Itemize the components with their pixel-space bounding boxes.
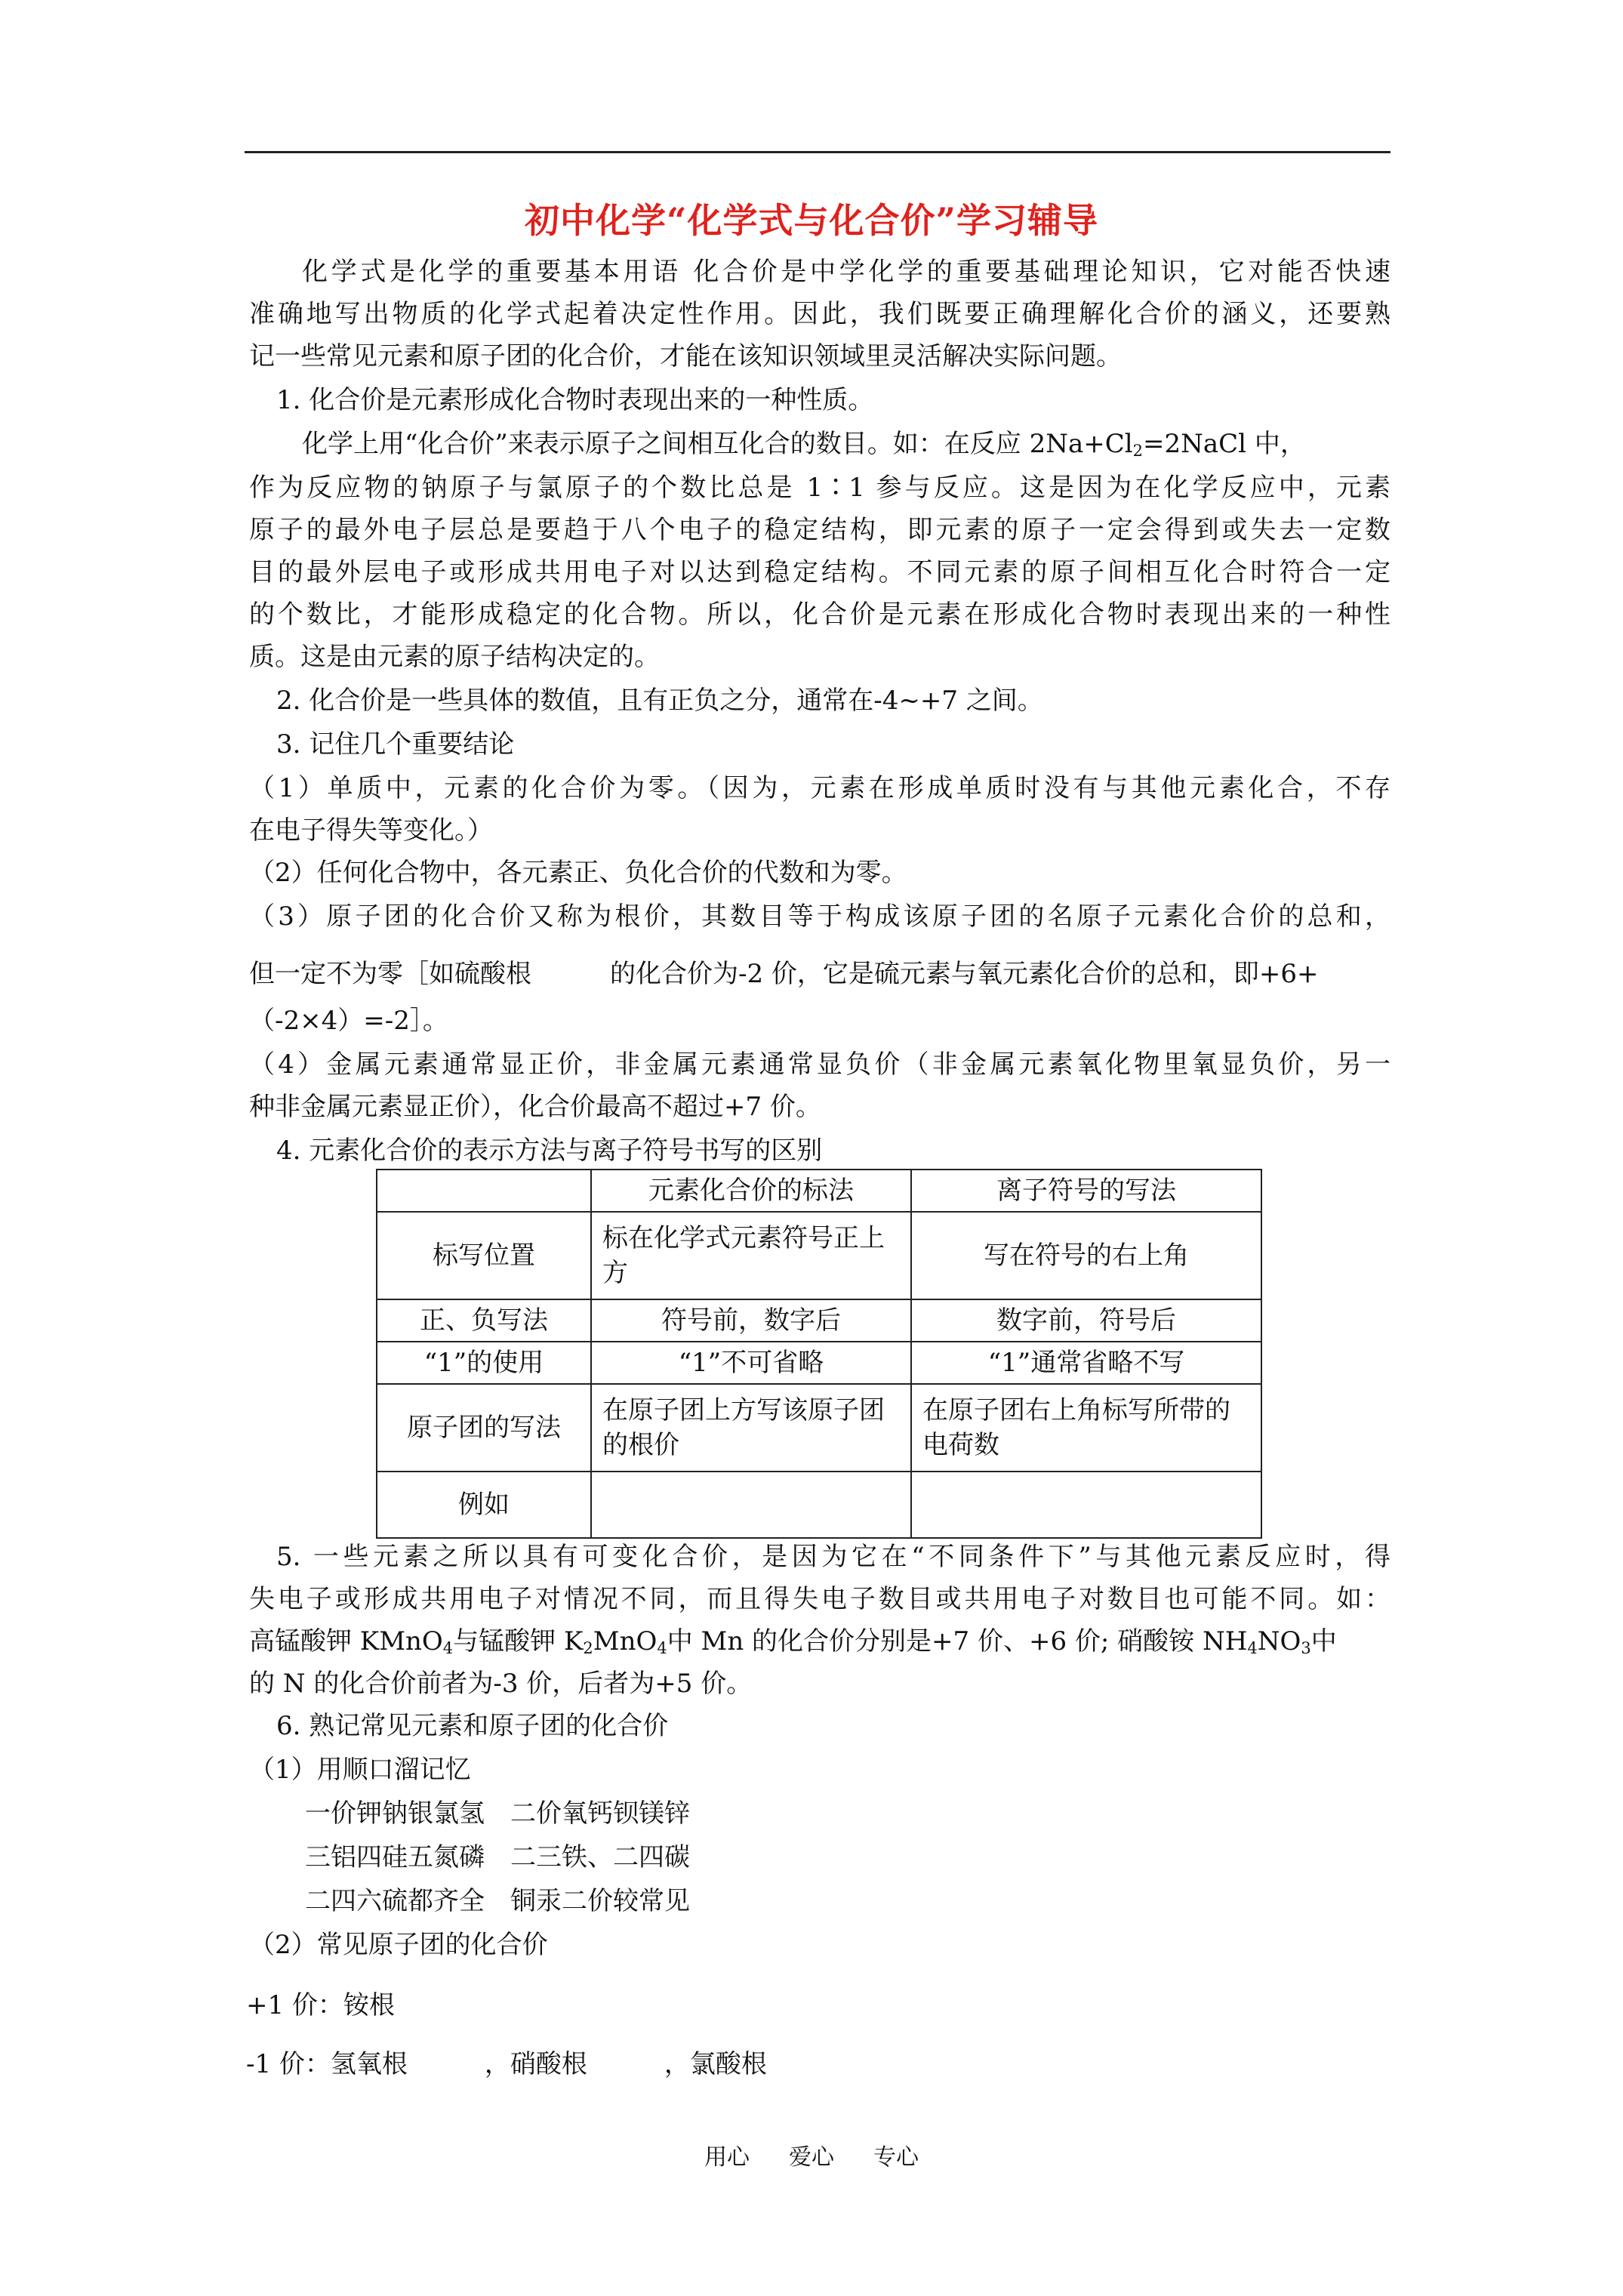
s5-text: 中 Mn 的化合价分别是+7 价、+6 价; 硝酸铵 NH	[667, 1626, 1248, 1657]
comparison-table	[376, 1169, 1262, 1539]
s1-text-a: 化学上用“化合价”来表示原子之间相互化合的数目。如：在反应 2Na+Cl	[302, 429, 1133, 459]
section-1-line-4: 目的最外层电子或形成共用电子对以达到稳定结构。不同元素的原子间相互化合时符合一定	[249, 557, 1390, 587]
table-row	[377, 1472, 1261, 1538]
document-title: 初中化学“化学式与化合价”学习辅导	[525, 200, 1098, 241]
s5-text: NO	[1257, 1626, 1301, 1657]
table-row	[377, 1299, 1261, 1342]
s5-text: 中	[1310, 1626, 1337, 1657]
section-5-line-4: 的 N 的化合价前者为-3 价，后者为+5 价。	[249, 1669, 753, 1699]
section-1-line-1	[302, 427, 1306, 461]
s5-subscript: 4	[442, 1639, 454, 1657]
table-cell: 原子团的写法	[377, 1384, 591, 1472]
rhyme-line-1: 一价钾钠银氯氢 二价氧钙钡镁锌	[305, 1798, 690, 1829]
conclusion-2: （2）任何化合物中，各元素正、负化合价的代数和为零。	[249, 858, 907, 888]
table-cell: 在原子团右上角标写所带的电荷数	[911, 1384, 1261, 1472]
table-cell: 标写位置	[377, 1212, 591, 1299]
section-1-line-2: 作为反应物的钠原子与氯原子的个数比总是 1∶1 参与反应。这是因为在化学反应中，元素	[249, 473, 1390, 503]
rhyme-line-3: 二四六硫都齐全 铜汞二价较常见	[305, 1886, 690, 1916]
table-cell: “1”通常省略不写	[911, 1342, 1261, 1384]
section-6-sub-2: （2）常见原子团的化合价	[249, 1930, 548, 1960]
section-1-heading: 1. 化合价是元素形成化合物时表现出来的一种性质。	[276, 385, 874, 415]
table-header-cell	[377, 1170, 591, 1212]
table-header-row	[377, 1170, 1261, 1212]
table-row	[377, 1384, 1261, 1472]
intro-line-3: 记一些常见元素和原子团的化合价，才能在该知识领域里灵活解决实际问题。	[249, 341, 1122, 371]
table-cell: 正、负写法	[377, 1299, 591, 1342]
conclusion-1-line-2: 在电子得失等变化。）	[249, 815, 493, 846]
section-5-line-2: 失电子或形成共用电子对情况不同，而且得失电子数目或共用电子对数目也可能不同。如：	[249, 1584, 1390, 1614]
footer-text: 用心	[704, 2144, 750, 2171]
section-2-heading: 2. 化合价是一些具体的数值，且有正负之分，通常在-4~+7 之间。	[276, 686, 1043, 716]
table-cell: 在原子团上方写该原子团的根价	[591, 1384, 911, 1472]
s1-subscript: 2	[1132, 442, 1143, 460]
table-cell: 例如	[377, 1472, 591, 1538]
table-row	[377, 1342, 1261, 1384]
s5-subscript: 3	[1301, 1639, 1311, 1657]
section-1-line-5: 的个数比，才能形成稳定的化合物。所以，化合价是元素在形成化合物时表现出来的一种性	[249, 599, 1390, 630]
section-6-heading: 6. 熟记常见元素和原子团的化合价	[276, 1711, 669, 1741]
plus-one-valence: +1 价：铵根	[246, 1990, 395, 2020]
section-3-heading: 3. 记住几个重要结论	[276, 729, 515, 760]
s5-subscript: 4	[1247, 1639, 1258, 1657]
conclusion-3-line-1: （3）原子团的化合价又称为根价，其数目等于构成该原子团的名原子元素化合价的总和，	[249, 901, 1390, 932]
minus-one-valence: -1 价：氢氧根 ，硝酸根 ，氯酸根	[246, 2049, 767, 2079]
table-cell: 写在符号的右上角	[911, 1212, 1261, 1299]
section-6-sub-1: （1）用顺口溜记忆	[249, 1755, 471, 1785]
table-cell: “1”的使用	[377, 1342, 591, 1384]
intro-line-2: 准确地写出物质的化学式起着决定性作用。因此，我们既要正确理解化合价的涵义，还要熟	[249, 299, 1390, 329]
s5-text: MnO	[593, 1626, 658, 1657]
table-header-cell: 元素化合价的标法	[591, 1170, 911, 1212]
table-cell	[911, 1472, 1261, 1538]
section-1-line-6: 质。这是由元素的原子结构决定的。	[249, 642, 660, 672]
s5-text: 高锰酸钾 KMnO	[249, 1626, 443, 1657]
table-cell	[591, 1472, 911, 1538]
section-1-line-3: 原子的最外电子层总是要趋于八个电子的稳定结构，即元素的原子一定会得到或失去一定数	[249, 515, 1390, 545]
conclusion-4-line-2: 种非金属元素显正价），化合价最高不超过+7 价。	[249, 1092, 821, 1122]
table-cell: 数字前，符号后	[911, 1299, 1261, 1342]
page-footer	[0, 2143, 1623, 2173]
footer-text: 专心	[873, 2144, 919, 2171]
section-4-heading: 4. 元素化合价的表示方法与离子符号书写的区别	[276, 1136, 823, 1166]
section-5-line-3	[249, 1625, 1337, 1658]
s5-text: 与锰酸钾 K	[453, 1626, 584, 1657]
section-5-line-1: 5. 一些元素之所以具有可变化合价，是因为它在“不同条件下”与其他元素反应时，得	[276, 1542, 1390, 1572]
table-header-cell: 离子符号的写法	[911, 1170, 1261, 1212]
c3-text-a: 但一定不为零［如硫酸根	[249, 959, 531, 989]
footer-text: 爱心	[789, 2144, 834, 2171]
conclusion-3-line-3: （-2×4）=-2］。	[249, 1006, 448, 1036]
conclusion-3-line-2	[249, 957, 1319, 991]
s1-text-b: =2NaCl 中，	[1142, 429, 1306, 459]
c3-text-b: 的化合价为-2 价，它是硫元素与氧元素化合价的总和，即+6+	[610, 959, 1319, 989]
table-cell: 标在化学式元素符号正上方	[591, 1212, 911, 1299]
conclusion-1-line-1: （1）单质中，元素的化合价为零。（因为，元素在形成单质时没有与其他元素化合，不存	[249, 773, 1390, 803]
header-rule	[245, 151, 1390, 153]
table-cell: 符号前，数字后	[591, 1299, 911, 1342]
table-cell: “1”不可省略	[591, 1342, 911, 1384]
intro-line-1: 化学式是化学的重要基本用语 化合价是中学化学的重要基础理论知识，它对能否快速	[302, 257, 1390, 287]
rhyme-line-2: 三铝四硅五氮磷 二三铁、二四碳	[305, 1842, 690, 1872]
s5-subscript: 4	[657, 1639, 667, 1657]
conclusion-4-line-1: （4）金属元素通常显正价，非金属元素通常显负价（非金属元素氧化物里氧显负价，另一	[249, 1049, 1390, 1080]
s5-subscript: 2	[583, 1639, 593, 1657]
table-row	[377, 1212, 1261, 1299]
